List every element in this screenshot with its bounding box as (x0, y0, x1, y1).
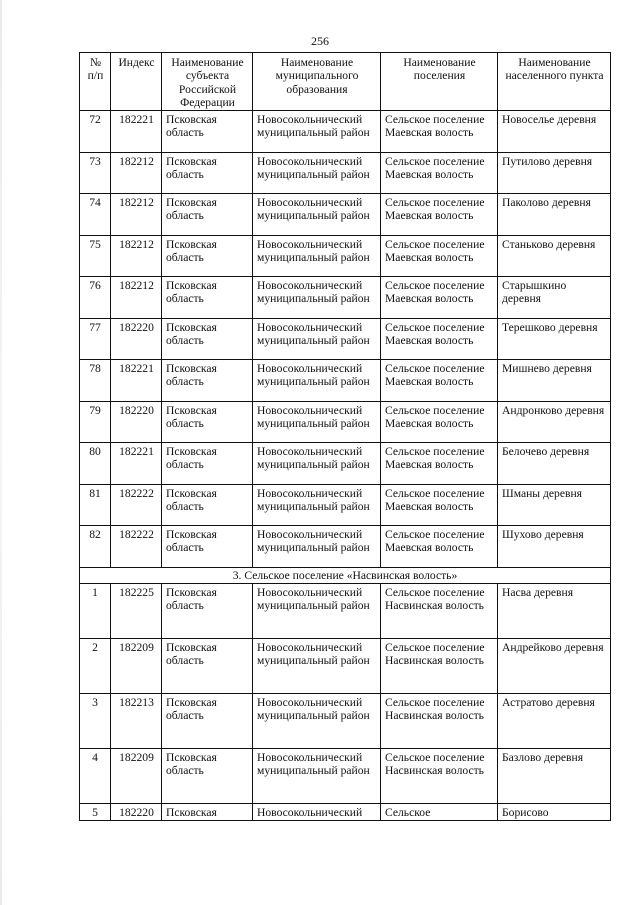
cell-subject: Псковская область (162, 111, 253, 153)
cell-municipality: Новосокольнический муниципальный район (253, 277, 381, 319)
cell-subject: Псковская (162, 803, 253, 820)
cell-index: 182220 (111, 318, 162, 360)
cell-subject: Псковская область (162, 693, 253, 748)
cell-locality: Мишнево деревня (498, 360, 611, 402)
cell-subject: Псковская область (162, 583, 253, 638)
cell-settlement: Сельское поселение Насвинская волость (381, 748, 498, 803)
header-index: Индекс (111, 53, 162, 111)
cell-locality: Шухово деревня (498, 526, 611, 568)
cell-municipality: Новосокольнический муниципальный район (253, 748, 381, 803)
cell-locality: Андрейково деревня (498, 638, 611, 693)
scan-edge (0, 0, 2, 905)
cell-settlement: Сельское поселение Маевская волость (381, 277, 498, 319)
cell-locality: Станьково деревня (498, 235, 611, 277)
cell-subject: Псковская область (162, 360, 253, 402)
cell-subject: Псковская область (162, 277, 253, 319)
cell-num: 74 (80, 194, 111, 236)
cell-locality: Старышкино деревня (498, 277, 611, 319)
cell-municipality: Новосокольнический муниципальный район (253, 693, 381, 748)
cell-municipality: Новосокольнический муниципальный район (253, 484, 381, 526)
table-row (80, 803, 611, 820)
cell-settlement: Сельское поселение Насвинская волость (381, 583, 498, 638)
cell-index: 182220 (111, 803, 162, 820)
cell-num: 4 (80, 748, 111, 803)
cell-index: 182212 (111, 235, 162, 277)
cell-num: 78 (80, 360, 111, 402)
cell-municipality: Новосокольнический муниципальный район (253, 360, 381, 402)
table-row (80, 111, 611, 153)
cell-index: 182212 (111, 194, 162, 236)
cell-locality: Насва деревня (498, 583, 611, 638)
cell-settlement: Сельское поселение Насвинская волость (381, 693, 498, 748)
cell-index: 182213 (111, 693, 162, 748)
cell-num: 81 (80, 484, 111, 526)
cell-municipality: Новосокольнический муниципальный район (253, 194, 381, 236)
table-row (80, 360, 611, 402)
table-row (80, 484, 611, 526)
cell-subject: Псковская область (162, 194, 253, 236)
cell-subject: Псковская область (162, 318, 253, 360)
cell-settlement: Сельское поселение Маевская волость (381, 401, 498, 443)
cell-settlement: Сельское поселение Маевская волость (381, 484, 498, 526)
cell-index: 182212 (111, 277, 162, 319)
cell-settlement: Сельское поселение Маевская волость (381, 318, 498, 360)
cell-num: 3 (80, 693, 111, 748)
cell-subject: Псковская область (162, 443, 253, 485)
cell-index: 182222 (111, 484, 162, 526)
cell-index: 182212 (111, 152, 162, 194)
cell-settlement: Сельское (381, 803, 498, 820)
cell-index: 182209 (111, 638, 162, 693)
table-row (80, 748, 611, 803)
header-subject: Наименование субъекта Российской Федерации (162, 53, 253, 111)
cell-municipality: Новосокольнический муниципальный район (253, 401, 381, 443)
cell-settlement: Сельское поселение Маевская волость (381, 235, 498, 277)
cell-subject: Псковская область (162, 484, 253, 526)
cell-index: 182225 (111, 583, 162, 638)
header-municipality: Наименование муниципального образования (253, 53, 381, 111)
cell-num: 72 (80, 111, 111, 153)
cell-municipality: Новосокольнический муниципальный район (253, 526, 381, 568)
cell-num: 79 (80, 401, 111, 443)
cell-num: 1 (80, 583, 111, 638)
section-title: 3. Сельское поселение «Насвинская волость» (80, 567, 611, 583)
cell-settlement: Сельское поселение Насвинская волость (381, 638, 498, 693)
cell-index: 182209 (111, 748, 162, 803)
cell-num: 2 (80, 638, 111, 693)
cell-index: 182221 (111, 360, 162, 402)
header-num: № п/п (80, 53, 111, 111)
cell-index: 182221 (111, 443, 162, 485)
cell-municipality: Новосокольнический муниципальный район (253, 583, 381, 638)
table-row (80, 277, 611, 319)
section-row (80, 567, 611, 583)
cell-num: 5 (80, 803, 111, 820)
cell-municipality: Новосокольнический муниципальный район (253, 111, 381, 153)
cell-locality: Новоселье деревня (498, 111, 611, 153)
cell-municipality: Новосокольнический муниципальный район (253, 152, 381, 194)
cell-index: 182222 (111, 526, 162, 568)
table-row (80, 318, 611, 360)
cell-settlement: Сельское поселение Маевская волость (381, 526, 498, 568)
cell-locality: Терешково деревня (498, 318, 611, 360)
table-row (80, 235, 611, 277)
cell-municipality: Новосокольнический муниципальный район (253, 638, 381, 693)
cell-settlement: Сельское поселение Маевская волость (381, 152, 498, 194)
table-row (80, 638, 611, 693)
cell-settlement: Сельское поселение Маевская волость (381, 194, 498, 236)
cell-num: 77 (80, 318, 111, 360)
cell-index: 182220 (111, 401, 162, 443)
cell-locality: Астратово деревня (498, 693, 611, 748)
cell-num: 82 (80, 526, 111, 568)
cell-index: 182221 (111, 111, 162, 153)
table-row (80, 194, 611, 236)
table-row (80, 693, 611, 748)
header-settlement: Наименование поселения (381, 53, 498, 111)
cell-subject: Псковская область (162, 152, 253, 194)
cell-municipality: Новосокольнический муниципальный район (253, 235, 381, 277)
cell-locality: Белочево деревня (498, 443, 611, 485)
cell-locality: Базлово деревня (498, 748, 611, 803)
table-body (80, 111, 611, 821)
cell-municipality: Новосокольнический муниципальный район (253, 318, 381, 360)
cell-locality: Шманы деревня (498, 484, 611, 526)
cell-municipality: Новосокольнический (253, 803, 381, 820)
cell-subject: Псковская область (162, 638, 253, 693)
header-locality: Наименование населенного пункта (498, 53, 611, 111)
cell-locality: Борисово (498, 803, 611, 820)
cell-subject: Псковская область (162, 401, 253, 443)
table-row (80, 401, 611, 443)
cell-subject: Псковская область (162, 748, 253, 803)
cell-subject: Псковская область (162, 526, 253, 568)
table-header-row (80, 53, 611, 111)
cell-subject: Псковская область (162, 235, 253, 277)
page-number: 256 (311, 34, 329, 48)
localities-table (79, 52, 611, 821)
table-row (80, 583, 611, 638)
cell-num: 75 (80, 235, 111, 277)
cell-settlement: Сельское поселение Маевская волость (381, 443, 498, 485)
cell-num: 73 (80, 152, 111, 194)
cell-municipality: Новосокольнический муниципальный район (253, 443, 381, 485)
table-row (80, 526, 611, 568)
cell-settlement: Сельское поселение Маевская волость (381, 360, 498, 402)
cell-locality: Путилово деревня (498, 152, 611, 194)
cell-locality: Андронково деревня (498, 401, 611, 443)
table-row (80, 152, 611, 194)
table-row (80, 443, 611, 485)
cell-num: 76 (80, 277, 111, 319)
cell-locality: Паколово деревня (498, 194, 611, 236)
cell-settlement: Сельское поселение Маевская волость (381, 111, 498, 153)
cell-num: 80 (80, 443, 111, 485)
